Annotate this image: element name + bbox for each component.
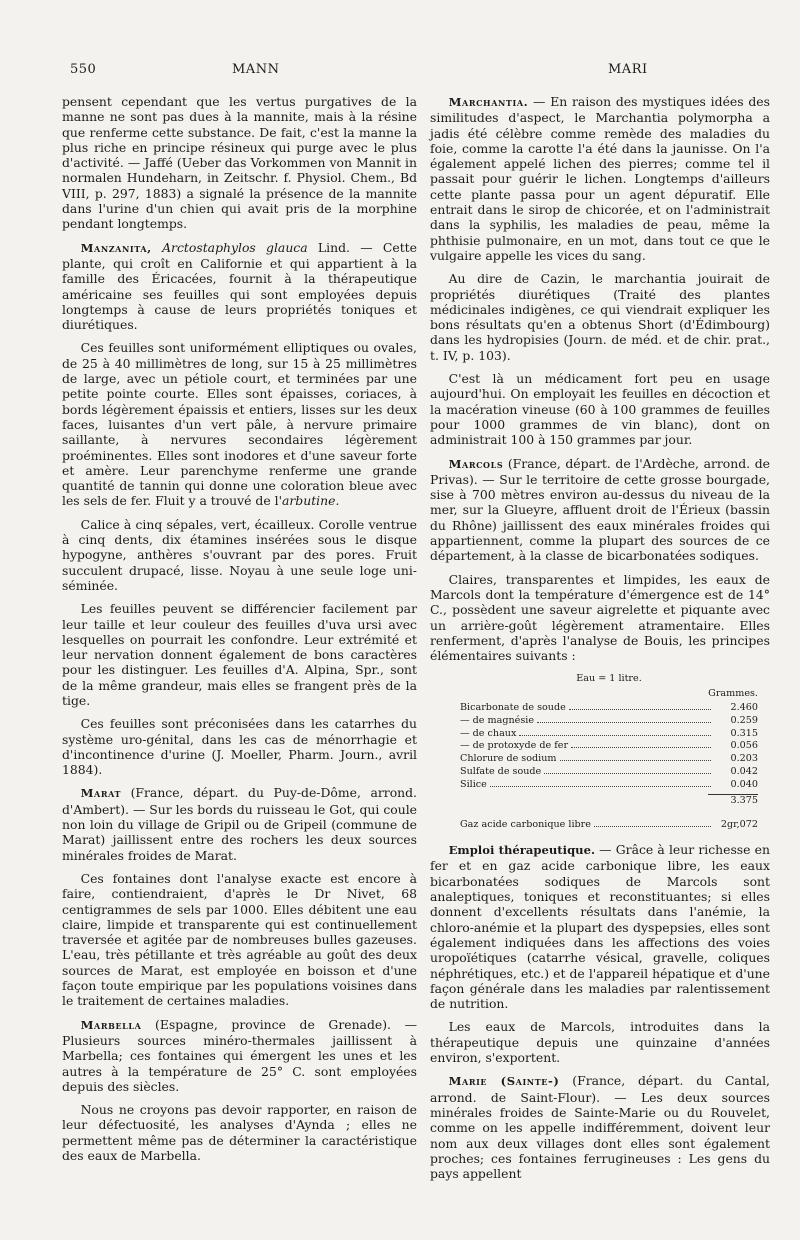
entry-emploi bbox=[430, 842, 770, 1011]
headword-marbella: Marbella bbox=[80, 1017, 142, 1032]
headword-marie: Marie (Sainte-) bbox=[448, 1074, 560, 1089]
analysis-total: 3.375 bbox=[730, 794, 758, 806]
entry-marie-text: (France, départ. du Cantal, arrond. de Saint-Flour). — Les deux sources minérales froides de Sainte-Marie ou du Rouvelet, comme on les appelle indifféremment, doivent leur nom aux deux villages dont elles sont également proches; ces fontaines ferrugineuses : Les gens du pays appellent bbox=[430, 1073, 770, 1182]
analysis-value: 0.315 bbox=[730, 727, 758, 739]
paragraph-indications: Ces feuilles sont préconisées dans les catarrhes du système uro-génital, dans les cas de ménorrhagie et d'incontinence d'urine (J. Moeller, Pharm. Journ., avril 1884). bbox=[62, 716, 417, 778]
running-head-left: MANN bbox=[232, 62, 280, 77]
headword-manzanita: Manzanita, bbox=[80, 240, 152, 255]
paragraph-calice: Calice à cinq sépales, vert, écailleux. Corolle ventrue à cinq dents, dix étamines insérées sous le disque hypogyne, anthères s'ouvrant par des pores. Fruit succulent drupacé, lisse. Noyau à une seule loge uni-séminée. bbox=[62, 516, 417, 593]
paragraph-marat-fountains: Ces fontaines dont l'analyse exacte est encore à faire, contiendraient, d'après le Dr Nivet, 68 centigrammes de sels par 1000. Elles débitent une eau claire, limpide et transparente qui est continuellement traversée et agitée par de nombreuses bulles gazeuses. L'eau, très pétillante et très agréable au goût des deux sources de Marat, est employée en boisson et d'une façon toute empirique par les populations voisines dans le traitement de certaines maladies. bbox=[62, 870, 417, 1009]
analysis-substance: Chlorure de sodium bbox=[460, 753, 557, 765]
analysis-gas-row bbox=[460, 819, 758, 832]
entry-marchantia-text: — En raison des mystiques idées des similitudes d'aspect, le Marchantia polymorpha a jadis été célèbre comme remède des maladies du foie, comme la carotte l'a été dans la jaunisse. On l'a également appelé lichen des pierres; comme tel il passait pour guérir le lichen. Longtemps d'ailleurs cette plante passa pour un agent dépuratif. Elle entrait dans le sirop de chicorée, et on l'administrait dans la syphilis, les maladies de peau, même la phthisie pulmonaire, en un mot, dans tout ce que le vulgaire appelle les vices du sang. bbox=[430, 94, 770, 263]
analysis-value: 0.042 bbox=[730, 765, 758, 777]
subheading-emploi: Emploi thérapeutique. bbox=[448, 843, 596, 858]
analysis-row bbox=[460, 779, 758, 792]
paragraph-export: Les eaux de Marcols, introduites dans la thérapeutique depuis une quinzaine d'années environ, s'exportent. bbox=[430, 1019, 770, 1066]
analysis-row bbox=[460, 702, 758, 715]
analysis-row bbox=[460, 728, 758, 741]
paragraph-leaves-text: Ces feuilles sont uniformément elliptiques ou ovales, de 25 à 40 millimètres de long, sur 15 à 25 millimètres de large, avec un pétiole court, et terminées par une petite pointe courte. Elles sont épaisses, coriaces, à bords légèrement épaissis et entiers, lisses sur les deux faces, luisantes d'un vert pâle, à nervure primaire saillante, à nervures secondaires légèrement proéminentes. Elles sont inodores et d'une saveur forte et amère. Leur parenchyme renferme une grande quantité de tannin qui donne une coloration bleue avec les sels de fer. Fluit y a trouvé de l' bbox=[62, 340, 417, 509]
paragraph-marbella-analyses: Nous ne croyons pas devoir rapporter, en raison de leur défectuosité, les analyses d'Aynda ; elles ne permettent même pas de déterminer la caractéristique des eaux de Marbella. bbox=[62, 1102, 417, 1163]
headword-marat: Marat bbox=[80, 786, 122, 801]
analysis-total-row bbox=[460, 795, 758, 808]
analysis-title: Eau = 1 litre. bbox=[576, 673, 642, 685]
paragraph-marcols-waters: Claires, transparentes et limpides, les eaux de Marcols dont la température d'émergence est de 14° C., possèdent une saveur aigrelette et piquante avec un arrière-goût légèrement atramentaire. Elles renferment, d'après l'analyse de Bouis, les principes élémentaires suivants : bbox=[430, 571, 770, 664]
analysis-value: 2.460 bbox=[730, 701, 758, 713]
running-head-right: MARI bbox=[608, 62, 648, 77]
analysis-row bbox=[460, 740, 758, 753]
entry-marcols-text: (France, départ. de l'Ardèche, arrond. de Privas). — Sur le territoire de cette grosse bourgade, sise à 700 mètres environ au-dessus du niveau de la mer, sur la Glueyre, affluent droit de l'Érieux (bassin du Rhône) jaillissent des eaux minérales froides qui appartiennent, comme la plupart des sources de ce département, à la classe de bicarbonatées sodiques. bbox=[430, 455, 770, 564]
latin-name: Arctostaphylos glauca bbox=[162, 239, 308, 255]
entry-marat-text: (France, départ. du Puy-de-Dôme, arrond. d'Ambert). — Sur les bords du ruisseau le Got, qui coule non loin du village de Gripil ou de Gripeil (commune de Marat) jaillissent entre des rochers les deux sources minérales froides de Marat. bbox=[62, 785, 417, 863]
entry-emploi-text: — Grâce à leur richesse en fer et en gaz acide carbonique libre, les eaux bicarbonatées sodiques de Marcols sont analeptiques, toniques et reconstituantes; si elles donnent d'excellents résultats dans l'anémie, la chloro-anémie et la plupart des dyspepsies, elles sont également indiquées dans les affections des voies uropoïétiques (catarrhe vésical, gravelle, coliques néphrétiques, etc.) et de l'appareil hépatique et d'une façon générale dans les maladies par ralentissement de nutrition. bbox=[430, 842, 770, 1012]
analysis-substance: Bicarbonate de soude bbox=[460, 701, 566, 713]
page-number: 550 bbox=[70, 62, 97, 77]
analysis-row bbox=[460, 753, 758, 766]
analysis-substance: — de protoxyde de fer bbox=[460, 740, 569, 752]
analysis-row bbox=[460, 766, 758, 779]
left-column bbox=[62, 94, 417, 1171]
analysis-value: 0.259 bbox=[730, 714, 758, 726]
mineral-analysis-table bbox=[460, 673, 758, 832]
analysis-value: 0.203 bbox=[730, 753, 758, 765]
headword-marchantia: Marchantia. bbox=[448, 95, 529, 109]
analysis-gas-name: Gaz acide carbonique libre bbox=[460, 819, 591, 831]
entry-marbella bbox=[62, 1017, 417, 1094]
analysis-substance: Silice bbox=[460, 778, 487, 790]
paragraph-mann-continued: pensent cependant que les vertus purgatives de la manne ne sont pas dues à la mannite, mais à la résine que renferme cette substance. De fait, c'est la manne la plus riche en principe résineux qui purge avec le plus d'activité. — Jaffé (Ueber das Vorkommen von Mannit in normalen Hundeharn, in Zeitschr. f. Physiol. Chem., Bd VIII, p. 297, 1883) a signalé la présence de la mannite dans l'urine d'un chien qui avait pris de la morphine pendant longtemps. bbox=[62, 94, 417, 232]
paragraph-cazin: Au dire de Cazin, le marchantia jouirait de propriétés diurétiques (Traité des plantes médicinales indigènes, ce qui viendrait expliquer les bons résultats qu'en a obtenus Short (d'Édimbourg) dans les hydropisies (Journ. de méd. et de chir. prat., t. IV, p. 103). bbox=[430, 271, 770, 363]
analysis-rows bbox=[460, 702, 758, 792]
analysis-value: 0.056 bbox=[730, 740, 758, 752]
entry-marbella-text: (Espagne, province de Grenade). — Plusieurs sources minéro-thermales jaillissent à Marbella; ces fontaines qui émergent les unes et les autres à la température de 25° C. sont employées depuis des siècles. bbox=[62, 1016, 417, 1094]
entry-marcols bbox=[430, 456, 770, 564]
arbutine-term: arbutine. bbox=[281, 493, 340, 509]
paragraph-differentiation: Les feuilles peuvent se différencier facilement par leur taille et leur couleur des feuilles d'uva ursi avec lesquelles on pourrait les confondre. Leur extrémité et leur nervation donnent également de bons caractères pour les distinguer. Les feuilles d'A. Alpina, Spr., sont de la même grandeur, mais elles se frangent près de la tige. bbox=[62, 601, 417, 708]
entry-manzanita bbox=[62, 240, 417, 333]
analysis-value: 0.040 bbox=[730, 778, 758, 790]
paragraph-usage: C'est là un médicament fort peu en usage aujourd'hui. On employait les feuilles en décoction et la macération vineuse (60 à 100 grammes de feuilles pour 1000 grammes de vin blanc), dont on administrait 100 à 150 grammes par jour. bbox=[430, 371, 770, 448]
analysis-unit: Grammes. bbox=[708, 688, 758, 700]
headword-marcols: Marcols bbox=[448, 456, 504, 471]
right-column bbox=[430, 94, 770, 1189]
analysis-substance: — de chaux bbox=[460, 727, 517, 739]
entry-marchantia bbox=[430, 94, 770, 263]
analysis-gas-value: 2gr,072 bbox=[720, 819, 758, 831]
entry-marie bbox=[430, 1073, 770, 1181]
paragraph-leaves bbox=[62, 340, 417, 508]
entry-manzanita-text: Lind. — Cette plante, qui croît en Californie et qui appartient à la famille des Éricacées, fournit à la thérapeutique américaine ses feuilles qui sont employées depuis longtemps à cause de leurs propriétés toniques et diurétiques. bbox=[62, 239, 417, 333]
entry-marat bbox=[62, 785, 417, 862]
analysis-substance: — de magnésie bbox=[460, 714, 534, 726]
analysis-substance: Sulfate de soude bbox=[460, 765, 542, 777]
analysis-row bbox=[460, 715, 758, 728]
